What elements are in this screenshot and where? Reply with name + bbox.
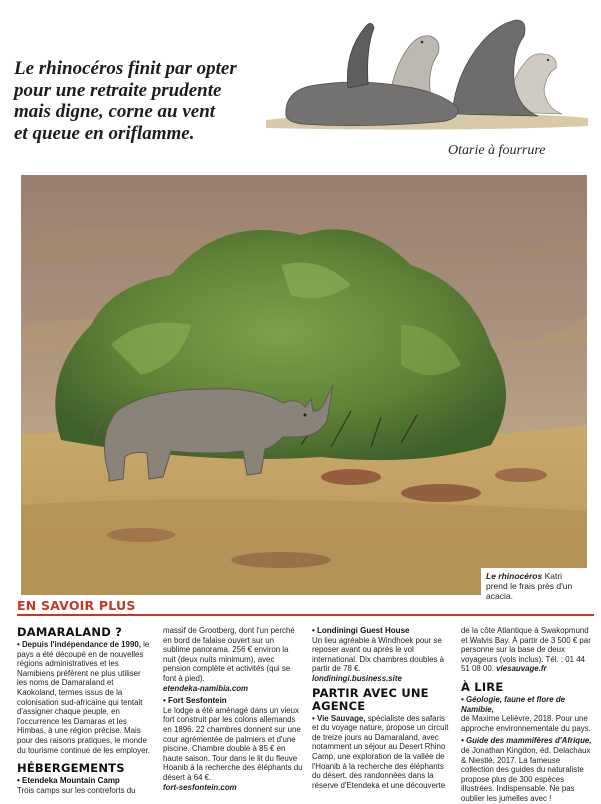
heading-hebergements: HÉBERGEMENTS (17, 761, 125, 776)
paragraph-text: Le lodge a été aménagé dans un vieux fort construit par les colons allemands en 1896. 22 chambres donnent sur une cour agrémentée de palmiers et d'une piscine. Chambre double à 85 € en haute saison. Tour dans le lit du fleuve Hoanib à la recherche des éléphants du désert à 64 €. (163, 705, 303, 782)
heading-agence: PARTIR AVEC UNE AGENCE (312, 685, 429, 713)
paragraph-agence (312, 714, 452, 791)
paragraph-text: de la côte Atlantique à Swakopmund et Walvis Bay. À partir de 3 500 € par personne sur la base de deux voyageurs (vols inclus). Tél. : (461, 626, 591, 664)
book-text: de Maxime Lelièvre, 2018. Pour une approche environnementale du pays. (461, 714, 591, 733)
photo-caption-text: prend le frais près d'un acacia. (486, 581, 573, 601)
quote-line: Le rhinocéros finit par opter (14, 58, 237, 79)
quote-line: mais digne, corne au vent (14, 101, 216, 122)
column-2 (163, 626, 303, 792)
lodge-name: • Etendeka Mountain Camp (17, 776, 120, 786)
lodge-name: • Fort Sesfontein (163, 696, 227, 706)
column-4 (461, 626, 594, 804)
book-title: • Géologie, faune et flore de Namibie, (461, 694, 566, 714)
column-3 (312, 626, 452, 790)
photo-caption-name: Katri (544, 571, 563, 581)
quote-line: et queue en oriflamme. (14, 122, 195, 144)
lodge-name: • Londiningi Guest House (312, 626, 410, 635)
book-text: de Jonathan Kingdon, éd. Delachaux & Niestlé, 2017. La fameuse collection des guides du naturaliste propose plus de 300 espèces illustrées. Indispensable. Ne pas oublier les jumelles avec ! (461, 745, 591, 803)
sesfontein-link[interactable]: fort-sesfontein.com (163, 782, 237, 792)
photo-caption (481, 568, 587, 601)
fur-seal-illustration (262, 12, 592, 132)
paragraph-text: le pays a été découpé en de nouvelles régions administratives et les Namibiens préfèrent ne plus utiliser les noms de Damaraland et Kaokoland, termes issus de la colonisation sud-africaine qui tentait d'assigner chaque peuple, en l'occurrence les Damaras et les Himbas, à une région précise. Mais pour des raisons pratiques, le monde du tourisme continue de les employer. (17, 640, 150, 755)
quote-line: pour une retraite prudente (14, 79, 222, 101)
illustration-caption: Otarie à fourrure (448, 143, 546, 158)
paragraph-text: spécialiste des safaris et du voyage nature, propose un circuit de treize jours au Damaraland, avec notamment un séjour au Desert Rhino Camp, une exploration de la vallée de l'Hoanib à la recherche des éléphants du désert, des randonnées dans la réserve d'Etendeka et une découverte (312, 713, 449, 790)
viesauvage-link[interactable]: viesauvage.fr (496, 664, 547, 674)
photo-caption-bold: Le rhinocéros (486, 571, 543, 581)
heading-a-lire: À LIRE (461, 679, 504, 694)
paragraph-lead: • Vie Sauvage, (312, 713, 366, 723)
section-title: EN SAVOIR PLUS (17, 598, 594, 616)
paragraph-text: massif de Grootberg, dont l'un perché en bord de falaise ouvert sur un sublime panorama. 256 € environ la nuit (deux nuits minimum), avec pension complète et activités (qui se font à pied). (163, 626, 295, 683)
etendeka-link[interactable]: etendeka-namibia.com (163, 683, 249, 693)
phone-number: 01 44 51 08 00. (461, 654, 585, 674)
pull-quote (14, 58, 270, 144)
rhino-photo (21, 175, 587, 601)
londiningi-link[interactable]: londiningi.business.site (312, 673, 402, 683)
heading-damaraland: DAMARALAND ? (17, 625, 123, 639)
paragraph-agence-cont (461, 626, 594, 674)
paragraph-lead: • Depuis l'indépendance de 1990, (17, 640, 141, 649)
paragraph-text: Un lieu agréable à Windhoek pour se reposer avant ou après le vol international. Dix chambres doubles à partir de 78 €. (312, 635, 445, 674)
paragraph-damaraland (17, 640, 150, 755)
column-1 (17, 626, 150, 795)
lodge-text: Trois camps sur les contreforts du (17, 785, 136, 795)
book-title: • Guide des mammifères d'Afrique, (461, 736, 592, 746)
